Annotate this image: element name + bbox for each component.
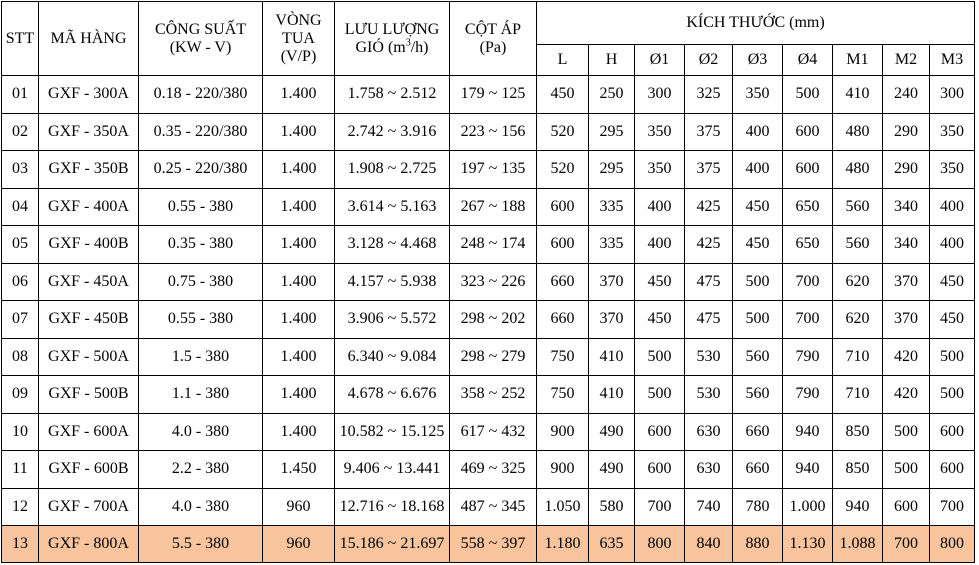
cell-dim-d3: 500 <box>733 301 783 339</box>
cell-dim-d1: 350 <box>635 151 685 189</box>
header-dim-d1: Ø1 <box>635 45 685 76</box>
cell-dim-d3: 660 <box>733 451 783 489</box>
cell-power: 2.2 - 380 <box>139 451 263 489</box>
cell-dim-h: 250 <box>589 76 635 114</box>
cell-dim-m2: 290 <box>883 151 930 189</box>
table-row <box>2 301 975 339</box>
header-power-line1: CÔNG SUẤT <box>154 20 247 38</box>
table-row <box>2 113 975 151</box>
header-airflow-line1: LƯU LƯỢNG <box>344 20 440 38</box>
cell-stt: 13 <box>2 526 39 563</box>
header-airflow-line2 <box>335 39 449 57</box>
cell-stt: 01 <box>2 76 39 114</box>
cell-dim-h: 490 <box>589 413 635 451</box>
header-model: MÃ HÀNG <box>39 2 139 76</box>
cell-power: 1.1 - 380 <box>139 376 263 414</box>
cell-dim-d2: 530 <box>685 338 733 376</box>
cell-dim-m1: 480 <box>833 113 883 151</box>
cell-dim-m3: 400 <box>930 226 975 264</box>
table-row <box>2 263 975 301</box>
cell-dim-l: 600 <box>537 226 589 264</box>
table-row <box>2 151 975 189</box>
cell-dim-m2: 370 <box>883 263 930 301</box>
cell-dim-d2: 530 <box>685 376 733 414</box>
spec-table-body <box>2 76 975 563</box>
cell-stt: 04 <box>2 188 39 226</box>
cell-speed: 1.400 <box>263 76 335 114</box>
cell-airflow: 6.340 ~ 9.084 <box>335 338 450 376</box>
header-dimensions: KÍCH THƯỚC (mm) <box>537 2 975 45</box>
cell-dim-m2: 370 <box>883 301 930 339</box>
table-row <box>2 376 975 414</box>
cell-dim-m1: 480 <box>833 151 883 189</box>
cell-dim-d2: 425 <box>685 226 733 264</box>
cell-dim-d3: 560 <box>733 338 783 376</box>
header-speed-line2: TUA <box>282 29 315 47</box>
cell-power: 0.75 - 380 <box>139 263 263 301</box>
cell-dim-d1: 400 <box>635 188 685 226</box>
cell-dim-d1: 800 <box>635 526 685 563</box>
cell-dim-d4: 500 <box>783 76 833 114</box>
table-row <box>2 488 975 526</box>
cell-speed: 1.400 <box>263 413 335 451</box>
cell-dim-m2: 340 <box>883 188 930 226</box>
cell-dim-m1: 560 <box>833 188 883 226</box>
spec-table-container <box>1 1 975 563</box>
header-dim-d2: Ø2 <box>685 45 733 76</box>
header-stt: STT <box>2 2 39 76</box>
cell-dim-m3: 450 <box>930 263 975 301</box>
cell-dim-d2: 425 <box>685 188 733 226</box>
cell-power: 4.0 - 380 <box>139 488 263 526</box>
table-row <box>2 338 975 376</box>
cell-dim-d1: 350 <box>635 113 685 151</box>
cell-dim-m3: 500 <box>930 338 975 376</box>
cell-dim-d1: 700 <box>635 488 685 526</box>
header-dim-m3: M3 <box>930 45 975 76</box>
cell-dim-d4: 940 <box>783 451 833 489</box>
cell-dim-m3: 700 <box>930 488 975 526</box>
cell-airflow: 4.678 ~ 6.676 <box>335 376 450 414</box>
cell-dim-l: 450 <box>537 76 589 114</box>
header-speed-line1: VÒNG <box>275 11 322 29</box>
cell-dim-m3: 400 <box>930 188 975 226</box>
cell-dim-l: 900 <box>537 413 589 451</box>
cell-dim-m1: 940 <box>833 488 883 526</box>
table-row <box>2 451 975 489</box>
cell-dim-m1: 850 <box>833 451 883 489</box>
cell-model: GXF - 800A <box>39 526 139 563</box>
cell-power: 0.35 - 220/380 <box>139 113 263 151</box>
cell-power: 5.5 - 380 <box>139 526 263 563</box>
cell-pressure: 617 ~ 432 <box>450 413 537 451</box>
cell-dim-m2: 700 <box>883 526 930 563</box>
cell-stt: 12 <box>2 488 39 526</box>
cell-airflow: 10.582 ~ 15.125 <box>335 413 450 451</box>
cell-dim-d2: 740 <box>685 488 733 526</box>
cell-pressure: 358 ~ 252 <box>450 376 537 414</box>
cell-dim-d3: 450 <box>733 226 783 264</box>
header-pressure-line1: CỘT ÁP <box>464 20 522 38</box>
cell-dim-m3: 800 <box>930 526 975 563</box>
cell-pressure: 248 ~ 174 <box>450 226 537 264</box>
cell-pressure: 298 ~ 279 <box>450 338 537 376</box>
cell-dim-m1: 710 <box>833 376 883 414</box>
cell-stt: 08 <box>2 338 39 376</box>
header-power-line2: (KW - V) <box>169 38 232 56</box>
cell-dim-d3: 660 <box>733 413 783 451</box>
cell-pressure: 487 ~ 345 <box>450 488 537 526</box>
cell-speed: 1.400 <box>263 151 335 189</box>
cell-dim-l: 520 <box>537 113 589 151</box>
cell-dim-h: 295 <box>589 151 635 189</box>
cell-dim-l: 600 <box>537 188 589 226</box>
header-airflow <box>335 2 450 76</box>
cell-dim-m3: 600 <box>930 413 975 451</box>
cell-dim-d2: 840 <box>685 526 733 563</box>
cell-dim-d4: 700 <box>783 263 833 301</box>
cell-speed: 1.400 <box>263 113 335 151</box>
header-pressure-line2: (Pa) <box>479 38 507 56</box>
cell-power: 0.55 - 380 <box>139 301 263 339</box>
cell-airflow: 4.157 ~ 5.938 <box>335 263 450 301</box>
cell-model: GXF - 400B <box>39 226 139 264</box>
cell-dim-h: 490 <box>589 451 635 489</box>
cell-dim-h: 335 <box>589 226 635 264</box>
cell-power: 0.55 - 380 <box>139 188 263 226</box>
cell-dim-d4: 650 <box>783 188 833 226</box>
cell-model: GXF - 400A <box>39 188 139 226</box>
header-dim-d4: Ø4 <box>783 45 833 76</box>
cell-dim-l: 660 <box>537 301 589 339</box>
cell-power: 0.35 - 380 <box>139 226 263 264</box>
cell-dim-m2: 420 <box>883 376 930 414</box>
cell-model: GXF - 450B <box>39 301 139 339</box>
cell-pressure: 298 ~ 202 <box>450 301 537 339</box>
cell-dim-d1: 400 <box>635 226 685 264</box>
cell-speed: 1.400 <box>263 226 335 264</box>
cell-dim-h: 410 <box>589 376 635 414</box>
cell-stt: 07 <box>2 301 39 339</box>
cell-dim-h: 580 <box>589 488 635 526</box>
header-speed <box>263 2 335 76</box>
table-row <box>2 526 975 563</box>
cell-dim-l: 660 <box>537 263 589 301</box>
cell-pressure: 558 ~ 397 <box>450 526 537 563</box>
cell-dim-d4: 790 <box>783 376 833 414</box>
cell-speed: 1.400 <box>263 338 335 376</box>
cell-dim-d1: 600 <box>635 413 685 451</box>
cell-pressure: 197 ~ 135 <box>450 151 537 189</box>
cell-dim-m2: 420 <box>883 338 930 376</box>
cell-dim-d4: 790 <box>783 338 833 376</box>
cell-dim-m3: 600 <box>930 451 975 489</box>
header-pressure <box>450 2 537 76</box>
cell-power: 1.5 - 380 <box>139 338 263 376</box>
header-power <box>139 2 263 76</box>
cell-airflow: 9.406 ~ 13.441 <box>335 451 450 489</box>
cell-dim-h: 295 <box>589 113 635 151</box>
header-dim-m2: M2 <box>883 45 930 76</box>
cell-dim-d2: 325 <box>685 76 733 114</box>
cell-pressure: 323 ~ 226 <box>450 263 537 301</box>
cell-dim-d3: 450 <box>733 188 783 226</box>
cell-dim-d3: 400 <box>733 151 783 189</box>
cell-dim-d2: 630 <box>685 413 733 451</box>
table-row <box>2 188 975 226</box>
cell-dim-d3: 400 <box>733 113 783 151</box>
cell-dim-m1: 1.088 <box>833 526 883 563</box>
cell-dim-m2: 500 <box>883 451 930 489</box>
cell-stt: 09 <box>2 376 39 414</box>
cell-dim-d2: 375 <box>685 113 733 151</box>
cell-stt: 03 <box>2 151 39 189</box>
cell-speed: 960 <box>263 488 335 526</box>
cell-dim-m1: 620 <box>833 263 883 301</box>
cell-dim-d1: 450 <box>635 263 685 301</box>
cell-dim-l: 1.180 <box>537 526 589 563</box>
cell-model: GXF - 700A <box>39 488 139 526</box>
cell-dim-h: 410 <box>589 338 635 376</box>
cell-dim-l: 750 <box>537 338 589 376</box>
cell-dim-l: 520 <box>537 151 589 189</box>
cell-dim-d1: 500 <box>635 338 685 376</box>
header-dim-d3: Ø3 <box>733 45 783 76</box>
cell-dim-m3: 500 <box>930 376 975 414</box>
cell-dim-m3: 350 <box>930 151 975 189</box>
cell-speed: 960 <box>263 526 335 563</box>
cell-airflow: 15.186 ~ 21.697 <box>335 526 450 563</box>
cell-dim-d1: 300 <box>635 76 685 114</box>
header-dim-h: H <box>589 45 635 76</box>
table-row <box>2 226 975 264</box>
header-airflow-unit-sup: 3 <box>405 37 411 49</box>
cell-dim-d4: 600 <box>783 113 833 151</box>
cell-dim-m1: 410 <box>833 76 883 114</box>
cell-dim-m2: 290 <box>883 113 930 151</box>
cell-dim-d3: 560 <box>733 376 783 414</box>
cell-pressure: 267 ~ 188 <box>450 188 537 226</box>
cell-dim-d4: 940 <box>783 413 833 451</box>
cell-dim-d3: 500 <box>733 263 783 301</box>
cell-pressure: 223 ~ 156 <box>450 113 537 151</box>
cell-dim-d2: 630 <box>685 451 733 489</box>
header-speed-line3: (V/P) <box>280 47 317 65</box>
cell-model: GXF - 300A <box>39 76 139 114</box>
cell-dim-m3: 300 <box>930 76 975 114</box>
cell-stt: 06 <box>2 263 39 301</box>
cell-dim-d4: 700 <box>783 301 833 339</box>
cell-model: GXF - 600A <box>39 413 139 451</box>
cell-dim-d4: 1.130 <box>783 526 833 563</box>
cell-speed: 1.400 <box>263 376 335 414</box>
cell-dim-d2: 475 <box>685 263 733 301</box>
cell-dim-d3: 350 <box>733 76 783 114</box>
cell-dim-d3: 780 <box>733 488 783 526</box>
cell-airflow: 3.906 ~ 5.572 <box>335 301 450 339</box>
cell-airflow: 3.614 ~ 5.163 <box>335 188 450 226</box>
cell-model: GXF - 350B <box>39 151 139 189</box>
cell-power: 0.25 - 220/380 <box>139 151 263 189</box>
header-airflow-unit-b: /h) <box>410 38 429 56</box>
header-dim-m1: M1 <box>833 45 883 76</box>
cell-dim-h: 635 <box>589 526 635 563</box>
cell-dim-d2: 475 <box>685 301 733 339</box>
cell-model: GXF - 500A <box>39 338 139 376</box>
cell-speed: 1.400 <box>263 263 335 301</box>
cell-stt: 05 <box>2 226 39 264</box>
cell-stt: 11 <box>2 451 39 489</box>
cell-dim-h: 335 <box>589 188 635 226</box>
cell-dim-m1: 620 <box>833 301 883 339</box>
cell-model: GXF - 350A <box>39 113 139 151</box>
cell-dim-h: 370 <box>589 301 635 339</box>
cell-power: 0.18 - 220/380 <box>139 76 263 114</box>
cell-airflow: 3.128 ~ 4.468 <box>335 226 450 264</box>
cell-stt: 10 <box>2 413 39 451</box>
cell-stt: 02 <box>2 113 39 151</box>
cell-dim-m2: 500 <box>883 413 930 451</box>
table-row <box>2 76 975 114</box>
cell-dim-m2: 600 <box>883 488 930 526</box>
cell-dim-m2: 340 <box>883 226 930 264</box>
header-dim-l: L <box>537 45 589 76</box>
cell-power: 4.0 - 380 <box>139 413 263 451</box>
cell-speed: 1.400 <box>263 301 335 339</box>
cell-airflow: 1.758 ~ 2.512 <box>335 76 450 114</box>
cell-airflow: 1.908 ~ 2.725 <box>335 151 450 189</box>
cell-dim-d1: 600 <box>635 451 685 489</box>
cell-model: GXF - 600B <box>39 451 139 489</box>
cell-dim-m1: 710 <box>833 338 883 376</box>
cell-dim-l: 1.050 <box>537 488 589 526</box>
cell-dim-m3: 450 <box>930 301 975 339</box>
header-airflow-unit-a: GIÓ (m <box>355 38 406 56</box>
fan-spec-table <box>1 1 975 563</box>
cell-dim-d1: 450 <box>635 301 685 339</box>
cell-model: GXF - 500B <box>39 376 139 414</box>
cell-pressure: 179 ~ 125 <box>450 76 537 114</box>
cell-dim-l: 750 <box>537 376 589 414</box>
cell-dim-m1: 560 <box>833 226 883 264</box>
cell-airflow: 2.742 ~ 3.916 <box>335 113 450 151</box>
cell-dim-m3: 350 <box>930 113 975 151</box>
cell-dim-d4: 650 <box>783 226 833 264</box>
cell-dim-d4: 1.000 <box>783 488 833 526</box>
table-row <box>2 413 975 451</box>
cell-speed: 1.400 <box>263 188 335 226</box>
cell-airflow: 12.716 ~ 18.168 <box>335 488 450 526</box>
cell-dim-d2: 375 <box>685 151 733 189</box>
cell-dim-d4: 600 <box>783 151 833 189</box>
cell-dim-l: 900 <box>537 451 589 489</box>
cell-dim-h: 370 <box>589 263 635 301</box>
cell-model: GXF - 450A <box>39 263 139 301</box>
cell-dim-d1: 500 <box>635 376 685 414</box>
cell-dim-d3: 880 <box>733 526 783 563</box>
cell-pressure: 469 ~ 325 <box>450 451 537 489</box>
cell-dim-m1: 850 <box>833 413 883 451</box>
cell-dim-m2: 240 <box>883 76 930 114</box>
cell-speed: 1.450 <box>263 451 335 489</box>
